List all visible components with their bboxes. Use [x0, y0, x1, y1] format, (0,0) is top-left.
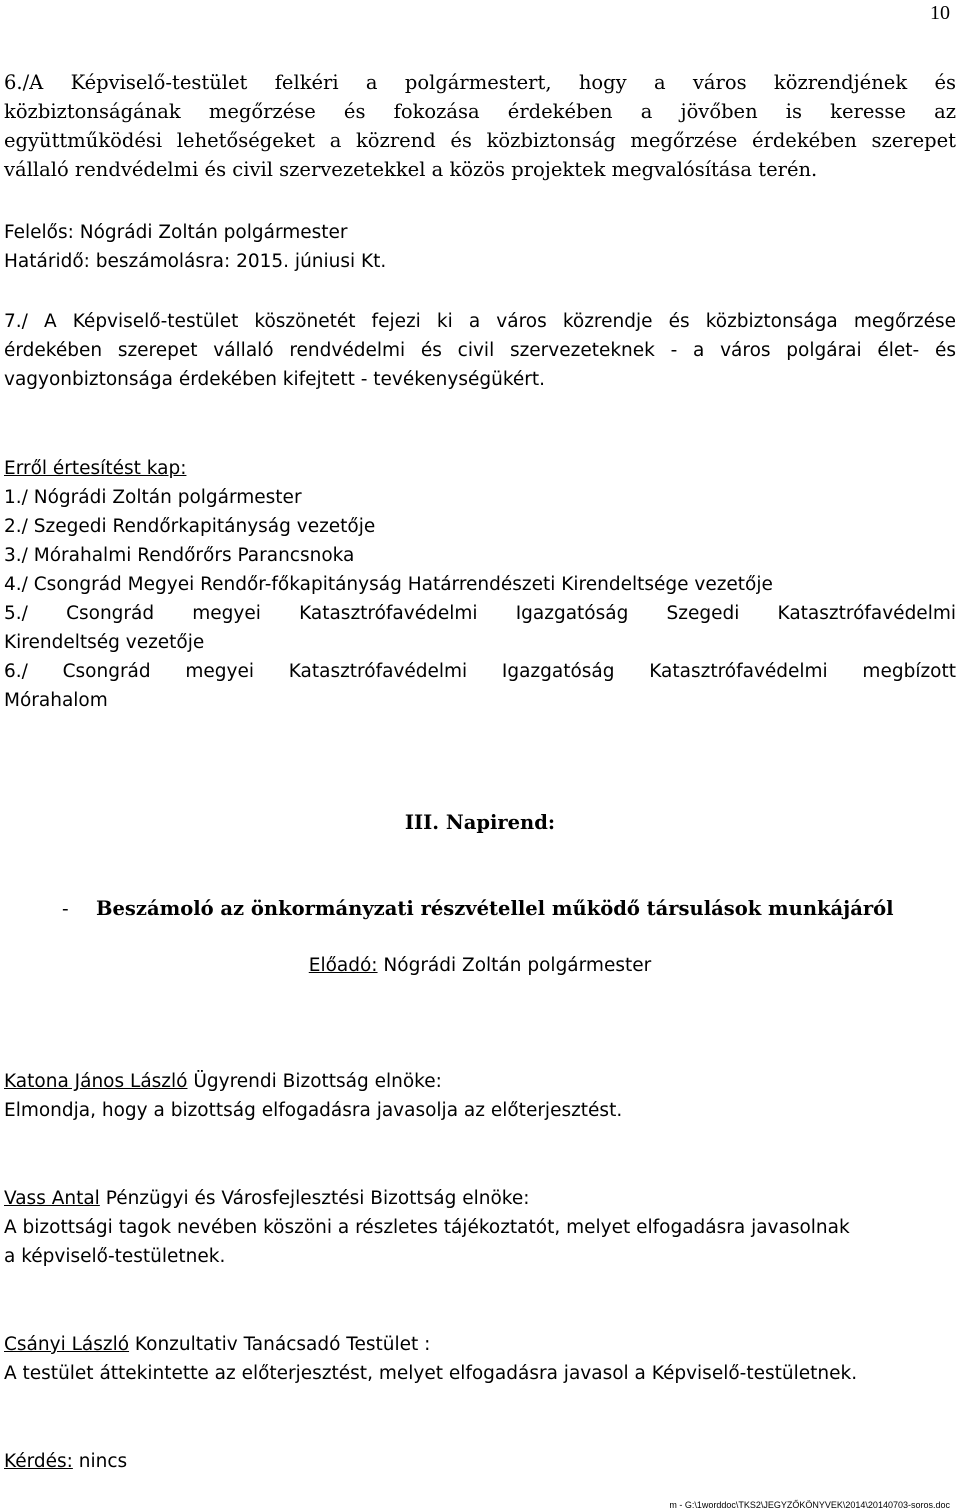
notification-item: 3./ Mórahalmi Rendőrőrs Parancsnoka: [4, 545, 355, 566]
speaker-text: A testület áttekintette az előterjesztést, melyet elfogadásra javasol a Képviselő-testületnek.: [4, 1363, 858, 1384]
resolution-7-line: érdekében szerepet vállaló rendvédelmi és civil szervezeteknek - a város polgárai élet- és: [4, 340, 956, 361]
notification-item: 6./ Csongrád megyei Katasztrófavédelmi Igazgatóság Katasztrófavédelmi megbízott: [4, 661, 956, 682]
notification-heading: Erről értesítést kap:: [4, 458, 187, 479]
presenter-label: Előadó:: [308, 955, 378, 976]
notification-item: 4./ Csongrád Megyei Rendőr-főkapitányság Határrendészeti Kirendeltsége vezetője: [4, 574, 773, 595]
presenter-name: Nógrádi Zoltán polgármester: [377, 955, 652, 976]
speaker-block: [4, 1184, 956, 1271]
presenter-row: [0, 951, 960, 980]
question-label: Kérdés:: [4, 1451, 73, 1472]
notification-item-cont: Mórahalom: [4, 690, 108, 711]
question-value: nincs: [72, 1451, 128, 1472]
agenda-dash: -: [62, 897, 69, 920]
resolution-item-7: [4, 307, 956, 394]
document-path-footer: m - G:\1worddoc\TKS2\JEGYZŐKÖNYVEK\2014\20140703-soros.doc: [669, 1500, 950, 1510]
speaker-name: Csányi László: [4, 1334, 130, 1355]
agenda-heading: III. Napirend:: [404, 811, 556, 834]
speaker-text: A bizottsági tagok nevében köszöni a részletes tájékoztatót, melyet elfogadásra javasolnak: [4, 1217, 850, 1238]
deadline-line: Határidő: beszámolásra: 2015. júniusi Kt.: [4, 251, 387, 272]
speaker-text: a képviselő-testületnek.: [4, 1246, 226, 1267]
page-number: 10: [930, 2, 950, 24]
speaker-name: Katona János László: [4, 1071, 188, 1092]
responsible-line: Felelős: Nógrádi Zoltán polgármester: [4, 222, 348, 243]
resolution-6-line: közbiztonságának megőrzése és fokozása érdekében a jövőben is keresse az: [4, 100, 956, 123]
notification-list: [4, 454, 956, 715]
resolution-6-line: 6./A Képviselő-testület felkéri a polgármestert, hogy a város közrendjének és: [4, 71, 956, 94]
resolution-7-line: 7./ A Képviselő-testület köszönetét fejezi ki a város közrendje és közbiztonsága megőrzése: [4, 311, 956, 332]
resolution-7-line: vagyonbiztonsága érdekében kifejtett - tevékenységükért.: [4, 369, 546, 390]
speaker-block: [4, 1067, 956, 1125]
agenda-title: Beszámoló az önkormányzati részvétellel működő társulások munkájáról: [96, 897, 894, 920]
resolution-item-6: [4, 68, 956, 184]
speaker-role: Ügyrendi Bizottság elnöke:: [187, 1071, 442, 1092]
resolution-6-line: együttműködési lehetőségeket a közrend és közbiztonság megőrzése érdekében szerepet: [4, 129, 956, 152]
speaker-text: Elmondja, hogy a bizottság elfogadásra javasolja az előterjesztést.: [4, 1100, 623, 1121]
notification-item: 1./ Nógrádi Zoltán polgármester: [4, 487, 302, 508]
speaker-block: [4, 1330, 956, 1388]
agenda-title-row: [62, 894, 956, 923]
speaker-role: Konzultativ Tanácsadó Testület :: [129, 1334, 431, 1355]
resolution-6-meta: [4, 218, 956, 276]
speaker-role: Pénzügyi és Városfejlesztési Bizottság elnöke:: [99, 1188, 530, 1209]
notification-item: 2./ Szegedi Rendőrkapitányság vezetője: [4, 516, 376, 537]
speaker-name: Vass Antal: [4, 1188, 100, 1209]
resolution-6-line: vállaló rendvédelmi és civil szervezetekkel a közös projektek megvalósítása terén.: [4, 158, 818, 181]
notification-item: 5./ Csongrád megyei Katasztrófavédelmi Igazgatóság Szegedi Katasztrófavédelmi: [4, 603, 956, 624]
question-row: [4, 1447, 956, 1476]
notification-item-cont: Kirendeltség vezetője: [4, 632, 205, 653]
